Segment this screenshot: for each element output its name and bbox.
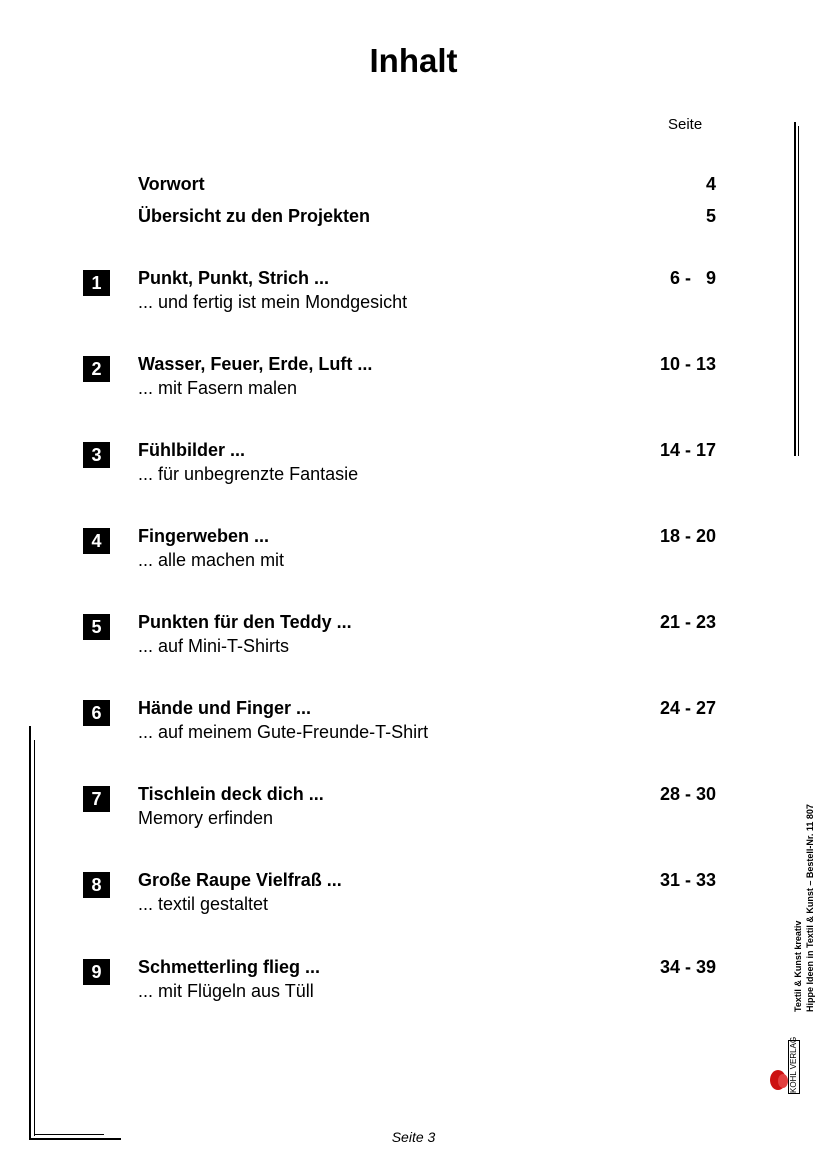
- project-number-badge: 1: [83, 270, 110, 296]
- project-subtitle: ... auf meinem Gute-Freunde-T-Shirt: [138, 722, 429, 742]
- toc-project-6[interactable]: [0, 698, 827, 758]
- toc-project-3[interactable]: [0, 440, 827, 500]
- project-number-badge: 5: [83, 614, 110, 640]
- logo-mark-accent-icon: [778, 1074, 788, 1088]
- toc-entry-uebersicht[interactable]: [0, 206, 827, 266]
- project-number-badge: 7: [83, 786, 110, 812]
- left-frame-line-inner: [34, 740, 35, 1136]
- project-title: Fühlbilder ...: [138, 440, 245, 460]
- project-title: Wasser, Feuer, Erde, Luft ...: [138, 354, 373, 374]
- toc-project-8[interactable]: [0, 870, 827, 930]
- project-pages: 14 - 17: [659, 440, 716, 460]
- page-title: Inhalt: [369, 42, 458, 79]
- project-pages: 10 - 13: [659, 354, 716, 374]
- project-pages: 6 - 9: [669, 268, 716, 288]
- project-title: Schmetterling flieg ...: [138, 957, 321, 977]
- project-pages: 34 - 39: [659, 957, 716, 977]
- project-title: Hände und Finger ...: [138, 698, 312, 718]
- right-frame-line-inner: [798, 126, 799, 456]
- toc-entry-pages: 5: [705, 206, 716, 226]
- project-title: Punkt, Punkt, Strich ...: [138, 268, 330, 288]
- project-title: Tischlein deck dich ...: [138, 784, 324, 804]
- project-pages: 28 - 30: [659, 784, 716, 804]
- right-frame-line: [794, 122, 796, 456]
- project-title: Große Raupe Vielfraß ...: [138, 870, 342, 890]
- toc-entry-pages: 4: [705, 174, 716, 194]
- toc-entry-label: Übersicht zu den Projekten: [138, 206, 371, 226]
- project-subtitle: ... alle machen mit: [138, 550, 285, 570]
- project-number-badge: 9: [83, 959, 110, 985]
- project-number-badge: 3: [83, 442, 110, 468]
- project-number-badge: 4: [83, 528, 110, 554]
- toc-project-2[interactable]: [0, 354, 827, 414]
- toc-project-4[interactable]: [0, 526, 827, 586]
- publisher-logo-text: KOHL VERLAG: [789, 1036, 798, 1093]
- toc-project-1[interactable]: [0, 268, 827, 328]
- page-column-header: Seite: [668, 116, 703, 133]
- project-number-badge: 2: [83, 356, 110, 382]
- project-subtitle: ... auf Mini-T-Shirts: [138, 636, 290, 656]
- publisher-logo: [768, 1022, 802, 1094]
- project-title: Fingerweben ...: [138, 526, 270, 546]
- toc-entry-label: Vorwort: [138, 174, 205, 194]
- project-pages: 31 - 33: [659, 870, 716, 890]
- toc-project-9[interactable]: [0, 957, 827, 1017]
- project-pages: 18 - 20: [659, 526, 716, 546]
- project-subtitle: ... und fertig ist mein Mondgesicht: [138, 292, 408, 312]
- project-pages: 24 - 27: [659, 698, 716, 718]
- project-subtitle: ... mit Fasern malen: [138, 378, 298, 398]
- project-subtitle: Memory erfinden: [138, 808, 274, 828]
- project-title: Punkten für den Teddy ...: [138, 612, 352, 632]
- toc-project-5[interactable]: [0, 612, 827, 672]
- project-number-badge: 6: [83, 700, 110, 726]
- project-subtitle: ... für unbegrenzte Fantasie: [138, 464, 359, 484]
- project-number-badge: 8: [83, 872, 110, 898]
- project-pages: 21 - 23: [659, 612, 716, 632]
- spine-series: Textil & Kunst kreativ: [793, 920, 803, 1012]
- publisher-spine-text: [792, 772, 827, 1012]
- spine-details: Hippe Ideen in Textil & Kunst – Bestell-Nr. 11 807: [805, 804, 815, 1012]
- toc-project-7[interactable]: [0, 784, 827, 844]
- page-footer: Seite 3: [391, 1129, 436, 1145]
- left-frame-line: [29, 726, 31, 1140]
- project-subtitle: ... mit Flügeln aus Tüll: [138, 981, 314, 1001]
- project-subtitle: ... textil gestaltet: [138, 894, 269, 914]
